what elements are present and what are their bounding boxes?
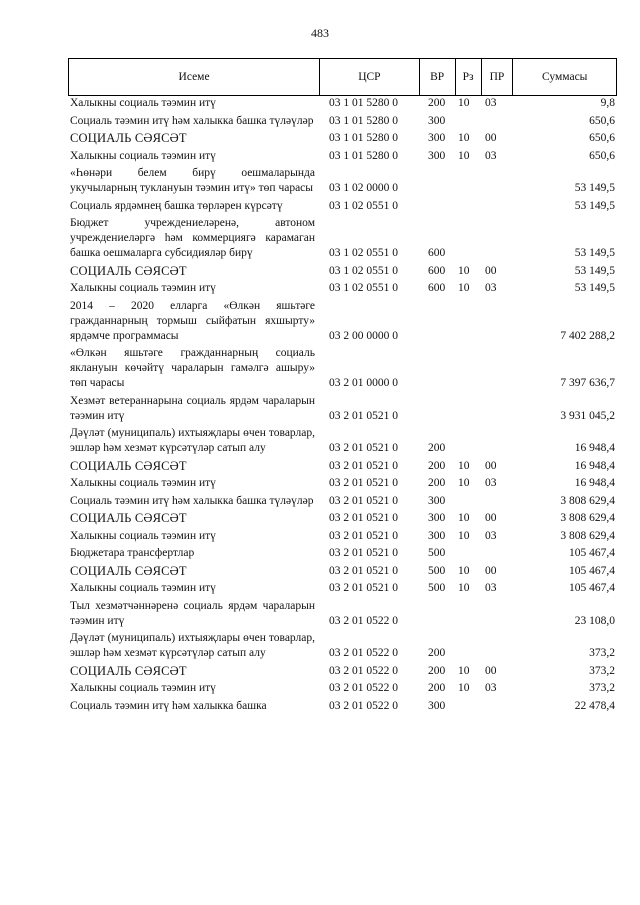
row-rz: 10 — [458, 149, 470, 162]
table-row — [68, 114, 617, 129]
row-vr: 300 — [428, 114, 446, 127]
table-row — [68, 511, 617, 526]
row-rz: 10 — [458, 477, 470, 489]
row-name: 2014 – 2020 елларга «Өлкән яшьтәге гражданнарның тормыш сыйфатын яхшырту» ярдәмче программасы — [70, 299, 315, 342]
row-vr: 500 — [428, 564, 446, 577]
row-vr: 600 — [428, 282, 446, 294]
row-vr: 200 — [428, 682, 446, 694]
row-name: СОЦИАЛЬ СӘЯСӘТ — [70, 663, 187, 678]
row-name: «Һөнәри белем бирү оешмаларында укучыларның туклануын тәэмин итү» төп чарасы — [70, 167, 315, 194]
row-sum: 105 467,4 — [569, 564, 615, 577]
row-vr: 300 — [428, 699, 446, 712]
row-csr: 03 1 01 5280 0 — [329, 132, 398, 144]
row-name: Халыкны социаль тәэмин итү — [70, 682, 216, 694]
header-pr: ПР — [481, 59, 513, 95]
row-csr: 03 2 01 0521 0 — [329, 512, 398, 524]
row-vr: 500 — [428, 582, 446, 594]
row-csr: 03 2 01 0521 0 — [329, 547, 398, 559]
row-csr: 03 2 01 0000 0 — [329, 377, 398, 389]
row-sum: 7 402 288,2 — [560, 329, 615, 342]
table-row — [68, 346, 617, 391]
row-csr: 03 1 02 0551 0 — [329, 199, 398, 212]
row-name: Халыкны социаль тәэмин итү — [70, 149, 216, 162]
row-csr: 03 2 01 0521 0 — [329, 477, 398, 489]
table-row — [68, 664, 617, 679]
row-name: Социаль тәэмин итү һәм халыкка башка — [70, 699, 267, 712]
row-sum: 105 467,4 — [569, 547, 615, 559]
table-row — [68, 394, 617, 424]
row-csr: 03 2 01 0521 0 — [329, 529, 398, 542]
table-row — [68, 546, 617, 561]
row-rz: 10 — [458, 682, 470, 694]
table-row — [68, 281, 617, 296]
row-sum: 7 397 636,7 — [560, 377, 615, 389]
table-row — [68, 131, 617, 146]
row-sum: 3 808 629,4 — [560, 494, 615, 507]
row-sum: 16 948,4 — [574, 459, 615, 472]
table-row — [68, 96, 617, 111]
row-name: Социаль тәэмин итү һәм халыкка башка түләүләр — [70, 494, 314, 507]
table-row — [68, 681, 617, 696]
table-row — [68, 426, 617, 456]
row-sum: 650,6 — [589, 114, 615, 127]
row-vr: 200 — [428, 647, 446, 659]
row-vr: 300 — [428, 529, 446, 542]
row-name: СОЦИАЛЬ СӘЯСӘТ — [70, 458, 187, 473]
row-name: Дәүләт (муниципаль) ихтыяҗлары өчен товарлар, эшләр һәм хезмәт күрсәтүләр сатып алу — [70, 427, 315, 454]
row-name: СОЦИАЛЬ СӘЯСӘТ — [70, 263, 187, 278]
row-sum: 53 149,5 — [574, 247, 615, 259]
row-csr: 03 2 01 0521 0 — [329, 582, 398, 594]
row-name: «Өлкән яшьтәге гражданнарның социаль яклануын көчәйтү чараларын гамәлгә ашыру» төп чарасы — [70, 347, 315, 389]
row-csr: 03 2 01 0522 0 — [329, 664, 398, 677]
row-rz: 10 — [458, 512, 470, 524]
row-sum: 3 931 045,2 — [560, 409, 615, 422]
row-sum: 16 948,4 — [574, 477, 615, 489]
row-sum: 3 808 629,4 — [560, 529, 615, 542]
row-sum: 53 149,5 — [574, 182, 615, 194]
table-row — [68, 476, 617, 491]
row-pr: 03 — [485, 282, 497, 294]
row-name: Дәүләт (муниципаль) ихтыяҗлары өчен товарлар, эшләр һәм хезмәт күрсәтүләр сатып алу — [70, 632, 315, 659]
row-sum: 23 108,0 — [574, 614, 615, 627]
row-pr: 03 — [485, 682, 497, 694]
row-vr: 300 — [428, 512, 446, 524]
table-header — [68, 58, 617, 96]
header-rz: Рз — [455, 59, 481, 95]
row-vr: 600 — [428, 264, 446, 277]
row-pr: 03 — [485, 582, 497, 594]
row-vr: 300 — [428, 494, 446, 507]
row-csr: 03 2 01 0522 0 — [329, 647, 398, 659]
row-csr: 03 2 00 0000 0 — [329, 329, 398, 342]
row-name: Тыл хезмәтчәннәренә социаль ярдәм чараларын тәэмин итү — [70, 599, 315, 627]
table-row — [68, 631, 617, 661]
row-vr: 200 — [428, 459, 446, 472]
row-sum: 16 948,4 — [574, 442, 615, 454]
row-sum: 650,6 — [589, 149, 615, 162]
table-row — [68, 529, 617, 544]
row-vr: 200 — [428, 97, 446, 109]
row-name: Социаль ярдәмнең башка төрләрен күрсәтү — [70, 199, 283, 212]
row-pr: 03 — [485, 529, 497, 542]
row-vr: 200 — [428, 477, 446, 489]
row-vr: 200 — [428, 442, 446, 454]
row-name: Хезмәт ветераннарына социаль ярдәм чараларын тәэмин итү — [70, 394, 315, 422]
row-pr: 03 — [485, 477, 497, 489]
row-pr: 00 — [485, 132, 497, 144]
row-name: СОЦИАЛЬ СӘЯСӘТ — [70, 563, 187, 578]
row-csr: 03 2 01 0522 0 — [329, 614, 398, 627]
row-csr: 03 1 02 0551 0 — [329, 282, 398, 294]
row-name: Халыкны социаль тәэмин итү — [70, 477, 216, 489]
row-name: СОЦИАЛЬ СӘЯСӘТ — [70, 511, 187, 525]
table-row — [68, 599, 617, 629]
row-rz: 10 — [458, 282, 470, 294]
row-sum: 9,8 — [600, 97, 615, 109]
row-csr: 03 1 01 5280 0 — [329, 149, 398, 162]
row-csr: 03 2 01 0521 0 — [329, 564, 398, 577]
row-pr: 00 — [485, 664, 497, 677]
page-number: 483 — [311, 26, 329, 40]
row-name: Халыкны социаль тәэмин итү — [70, 97, 216, 109]
row-rz: 10 — [458, 529, 470, 542]
row-name: Бюджетара трансфертлар — [70, 547, 195, 559]
row-rz: 10 — [458, 132, 470, 144]
row-csr: 03 1 01 5280 0 — [329, 97, 398, 109]
table-row — [68, 166, 617, 196]
row-rz: 10 — [458, 564, 470, 577]
row-rz: 10 — [458, 664, 470, 677]
row-csr: 03 1 02 0551 0 — [329, 264, 398, 277]
header-vr: ВР — [419, 59, 455, 95]
row-csr: 03 2 01 0522 0 — [329, 682, 398, 694]
row-csr: 03 1 02 0551 0 — [329, 247, 398, 259]
row-sum: 53 149,5 — [574, 264, 615, 277]
table-body — [68, 96, 617, 714]
table-row — [68, 699, 617, 714]
row-name: Халыкны социаль тәэмин итү — [70, 582, 216, 594]
row-pr: 00 — [485, 512, 497, 524]
table-row — [68, 494, 617, 509]
table-row — [68, 149, 617, 164]
table-row — [68, 459, 617, 474]
row-name: Бюджет учреждениеләренә, автоном учреждениеләргә һәм коммерциягә карамаган башка оешмаларга субсидияләр бирү — [70, 217, 315, 259]
row-rz: 10 — [458, 582, 470, 594]
row-csr: 03 2 01 0521 0 — [329, 459, 398, 472]
table-row — [68, 264, 617, 279]
row-rz: 10 — [458, 459, 470, 472]
row-rz: 10 — [458, 97, 470, 109]
row-pr: 00 — [485, 459, 497, 472]
row-sum: 650,6 — [589, 132, 615, 144]
table-row — [68, 199, 617, 214]
row-vr: 300 — [428, 149, 446, 162]
row-name: Халыкны социаль тәэмин итү — [70, 282, 216, 294]
row-sum: 3 808 629,4 — [560, 512, 615, 524]
row-sum: 22 478,4 — [574, 699, 615, 712]
row-sum: 373,2 — [589, 664, 615, 677]
row-csr: 03 2 01 0521 0 — [329, 442, 398, 454]
row-sum: 373,2 — [589, 682, 615, 694]
table-row — [68, 216, 617, 261]
row-sum: 373,2 — [589, 647, 615, 659]
row-pr: 03 — [485, 149, 497, 162]
row-sum: 53 149,5 — [574, 282, 615, 294]
header-csr: ЦСР — [319, 59, 419, 95]
row-pr: 03 — [485, 97, 497, 109]
row-sum: 105 467,4 — [569, 582, 615, 594]
row-vr: 200 — [428, 664, 446, 677]
row-sum: 53 149,5 — [574, 199, 615, 212]
row-name: Халыкны социаль тәэмин итү — [70, 529, 216, 542]
row-csr: 03 2 01 0522 0 — [329, 699, 398, 712]
row-name: СОЦИАЛЬ СӘЯСӘТ — [70, 131, 187, 145]
row-name: Социаль тәэмин итү һәм халыкка башка түләүләр — [70, 114, 314, 127]
table-row — [68, 564, 617, 579]
row-csr: 03 1 01 5280 0 — [329, 114, 398, 127]
row-csr: 03 2 01 0521 0 — [329, 409, 398, 422]
row-vr: 500 — [428, 547, 446, 559]
row-csr: 03 1 02 0000 0 — [329, 182, 398, 194]
budget-table — [68, 58, 617, 716]
row-vr: 600 — [428, 247, 446, 259]
table-row — [68, 299, 617, 344]
row-pr: 00 — [485, 264, 497, 277]
table-row — [68, 581, 617, 596]
header-name: Исеме — [178, 71, 210, 83]
row-vr: 300 — [428, 132, 446, 144]
row-rz: 10 — [458, 264, 470, 277]
row-csr: 03 2 01 0521 0 — [329, 494, 398, 507]
header-sum: Суммасы — [512, 59, 616, 95]
row-pr: 00 — [485, 564, 497, 577]
